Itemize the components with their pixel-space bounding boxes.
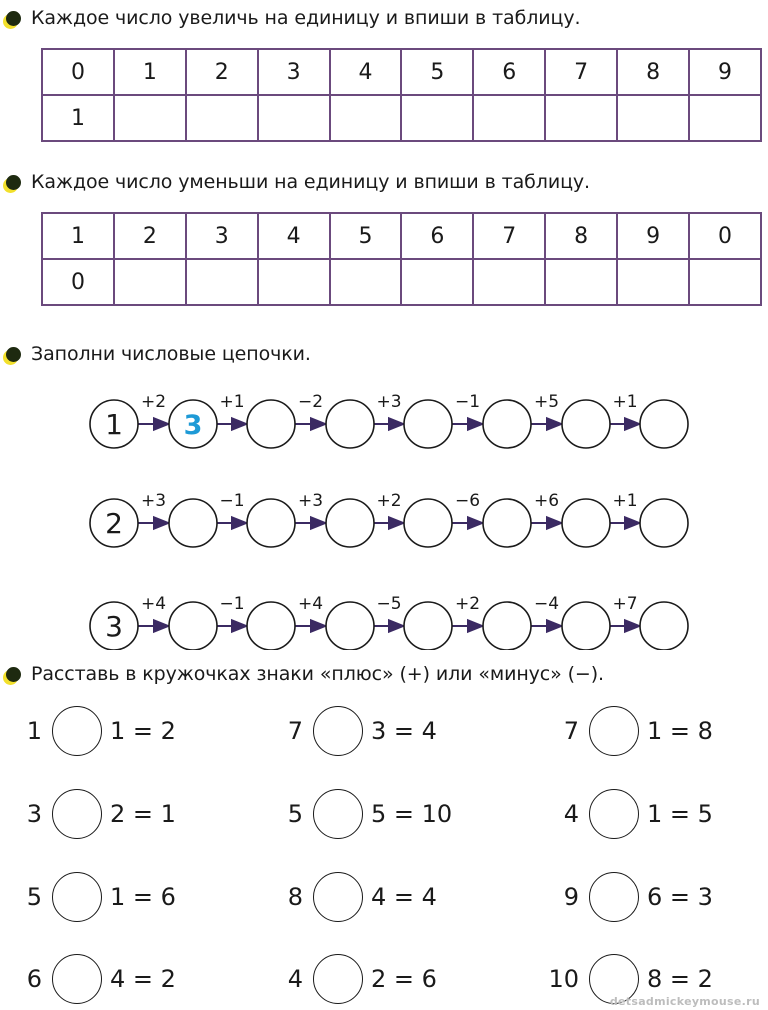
chain-answer-circle[interactable] <box>247 499 295 547</box>
exercise-left-number: 6 <box>26 965 42 993</box>
chain-answer-circle[interactable] <box>562 602 610 650</box>
chain-start-number: 1 <box>105 408 123 441</box>
chain-answer-circle[interactable] <box>169 499 217 547</box>
sign-circle[interactable] <box>52 954 102 1004</box>
decrease-table <box>41 212 762 306</box>
chain-operation: +1 <box>612 392 638 412</box>
decrease-cell: 3 <box>186 213 258 259</box>
decrease-cell: 2 <box>114 213 186 259</box>
sign-exercise <box>545 872 713 922</box>
decrease-cell[interactable] <box>330 259 402 305</box>
decrease-cell: 4 <box>258 213 330 259</box>
increase-cell: 6 <box>473 49 545 95</box>
exercise-left-number: 3 <box>26 800 42 828</box>
sign-exercise <box>545 706 713 756</box>
task-decrease-header <box>6 167 590 197</box>
decrease-cell[interactable] <box>114 259 186 305</box>
decrease-cell[interactable] <box>473 259 545 305</box>
chain-operation: +4 <box>297 594 324 614</box>
chain-answer-number: 3 <box>183 410 203 441</box>
task-signs-header <box>6 659 604 689</box>
decrease-cell: 0 <box>689 213 761 259</box>
chain-operation: −1 <box>219 594 245 614</box>
increase-cell: 1 <box>42 95 114 141</box>
chain-operation: +5 <box>533 392 560 412</box>
task-chains-instruction: Заполни числовые цепочки. <box>31 343 311 365</box>
chain-answer-circle[interactable] <box>404 602 452 650</box>
increase-cell: 5 <box>401 49 473 95</box>
decrease-cell: 1 <box>42 213 114 259</box>
decrease-top-row <box>42 213 761 259</box>
task-increase-header <box>6 3 580 33</box>
bullet-icon <box>6 11 21 26</box>
chain-answer-circle[interactable] <box>483 400 531 448</box>
chain-operation: −4 <box>533 594 560 614</box>
decrease-cell: 7 <box>473 213 545 259</box>
decrease-cell[interactable] <box>401 259 473 305</box>
bullet-icon <box>6 667 21 682</box>
chain-answer-circle[interactable] <box>404 499 452 547</box>
sign-exercise <box>22 706 176 756</box>
sign-exercise <box>283 789 452 839</box>
increase-cell: 7 <box>545 49 617 95</box>
watermark: detsadmickeymouse.ru <box>609 995 760 1008</box>
exercise-left-number: 8 <box>287 883 303 911</box>
exercise-right-part: 1 = 6 <box>110 883 176 911</box>
chain-answer-circle[interactable] <box>483 499 531 547</box>
chain-answer-circle[interactable] <box>326 499 374 547</box>
increase-cell[interactable] <box>545 95 617 141</box>
chain-answer-circle[interactable] <box>483 602 531 650</box>
chain-operation: +2 <box>140 392 167 412</box>
exercise-right-part: 1 = 2 <box>110 717 176 745</box>
increase-table <box>41 48 762 142</box>
exercise-left-number: 5 <box>26 883 42 911</box>
chain-operation: −5 <box>376 594 402 614</box>
decrease-cell: 0 <box>42 259 114 305</box>
increase-cell[interactable] <box>114 95 186 141</box>
chain-operation: +3 <box>140 491 167 511</box>
bullet-icon <box>6 347 21 362</box>
number-chains <box>0 380 768 650</box>
chain-operation: +2 <box>454 594 481 614</box>
increase-cell[interactable] <box>401 95 473 141</box>
increase-cell[interactable] <box>473 95 545 141</box>
chain-operation: +6 <box>533 491 560 511</box>
chain-operation: +3 <box>376 392 402 412</box>
chain-answer-circle[interactable] <box>247 400 295 448</box>
sign-exercise <box>22 954 176 1004</box>
exercise-left-number: 10 <box>548 965 579 993</box>
increase-cell: 0 <box>42 49 114 95</box>
exercise-left-number: 7 <box>563 717 579 745</box>
decrease-cell[interactable] <box>545 259 617 305</box>
exercise-right-part: 6 = 3 <box>647 883 713 911</box>
sign-circle[interactable] <box>589 789 639 839</box>
chain-answer-circle[interactable] <box>247 602 295 650</box>
sign-exercise <box>22 789 176 839</box>
increase-cell: 8 <box>617 49 689 95</box>
exercise-right-part: 2 = 1 <box>110 800 176 828</box>
chain-operation: +1 <box>219 392 245 412</box>
decrease-cell: 5 <box>330 213 402 259</box>
chain-operation: +7 <box>612 594 638 614</box>
sign-exercise <box>545 789 713 839</box>
sign-exercise <box>283 954 437 1004</box>
exercise-left-number: 9 <box>563 883 579 911</box>
chain-answer-circle[interactable] <box>169 602 217 650</box>
increase-cell: 2 <box>186 49 258 95</box>
chain-answer-circle[interactable] <box>404 400 452 448</box>
chain-start-number: 2 <box>105 507 123 540</box>
increase-cell[interactable] <box>689 95 761 141</box>
sign-circle[interactable] <box>589 706 639 756</box>
decrease-cell[interactable] <box>689 259 761 305</box>
exercise-right-part: 4 = 2 <box>110 965 176 993</box>
exercise-left-number: 7 <box>287 717 303 745</box>
decrease-cell[interactable] <box>186 259 258 305</box>
exercise-left-number: 5 <box>287 800 303 828</box>
chain-operation: +4 <box>140 594 167 614</box>
increase-cell: 9 <box>689 49 761 95</box>
increase-cell[interactable] <box>186 95 258 141</box>
sign-circle[interactable] <box>313 872 363 922</box>
chain-answer-circle[interactable] <box>326 400 374 448</box>
decrease-cell[interactable] <box>258 259 330 305</box>
exercise-left-number: 4 <box>287 965 303 993</box>
exercise-right-part: 2 = 6 <box>371 965 437 993</box>
increase-cell[interactable] <box>258 95 330 141</box>
task-chains-header <box>6 339 311 369</box>
exercise-left-number: 1 <box>26 717 42 745</box>
sign-circle[interactable] <box>52 872 102 922</box>
chain-operation: +2 <box>376 491 402 511</box>
chain-operation: −1 <box>454 392 481 412</box>
sign-circle[interactable] <box>52 706 102 756</box>
increase-cell: 3 <box>258 49 330 95</box>
chain-answer-circle[interactable] <box>562 400 610 448</box>
chain-operation: +1 <box>612 491 638 511</box>
increase-top-row <box>42 49 761 95</box>
sign-exercise <box>22 872 176 922</box>
chain-start-number: 3 <box>105 610 123 643</box>
increase-bottom-row <box>42 95 761 141</box>
chain-operation: −6 <box>454 491 481 511</box>
chain-answer-circle[interactable] <box>640 400 688 448</box>
sign-circle[interactable] <box>52 789 102 839</box>
chain-answer-circle[interactable] <box>326 602 374 650</box>
sign-exercise <box>283 872 437 922</box>
chain-operation: −2 <box>297 392 324 412</box>
sign-circle[interactable] <box>589 872 639 922</box>
increase-cell: 1 <box>114 49 186 95</box>
increase-cell[interactable] <box>617 95 689 141</box>
decrease-cell: 8 <box>545 213 617 259</box>
bullet-icon <box>6 175 21 190</box>
task-increase-instruction: Каждое число увеличь на единицу и впиши в таблицу. <box>31 7 581 29</box>
exercise-right-part: 4 = 4 <box>371 883 437 911</box>
exercise-right-part: 1 = 8 <box>647 717 713 745</box>
chain-answer-circle[interactable] <box>640 602 688 650</box>
task-signs-instruction: Расставь в кружочках знаки «плюс» (+) или «минус» (−). <box>31 663 604 685</box>
chain-operation: +3 <box>297 491 324 511</box>
increase-cell[interactable] <box>330 95 402 141</box>
exercise-left-number: 4 <box>563 800 579 828</box>
chain-answer-circle[interactable] <box>562 499 610 547</box>
exercise-right-part: 8 = 2 <box>647 965 713 993</box>
exercise-right-part: 3 = 4 <box>371 717 437 745</box>
decrease-cell[interactable] <box>617 259 689 305</box>
chain-answer-circle[interactable] <box>640 499 688 547</box>
decrease-cell: 9 <box>617 213 689 259</box>
sign-exercise <box>283 706 437 756</box>
decrease-bottom-row <box>42 259 761 305</box>
exercise-right-part: 5 = 10 <box>371 800 453 828</box>
increase-cell: 4 <box>330 49 402 95</box>
sign-circle[interactable] <box>313 706 363 756</box>
task-decrease-instruction: Каждое число уменьши на единицу и впиши в таблицу. <box>31 171 590 193</box>
chain-operation: −1 <box>219 491 245 511</box>
exercise-right-part: 1 = 5 <box>647 800 713 828</box>
sign-circle[interactable] <box>313 954 363 1004</box>
decrease-cell: 6 <box>401 213 473 259</box>
sign-circle[interactable] <box>313 789 363 839</box>
